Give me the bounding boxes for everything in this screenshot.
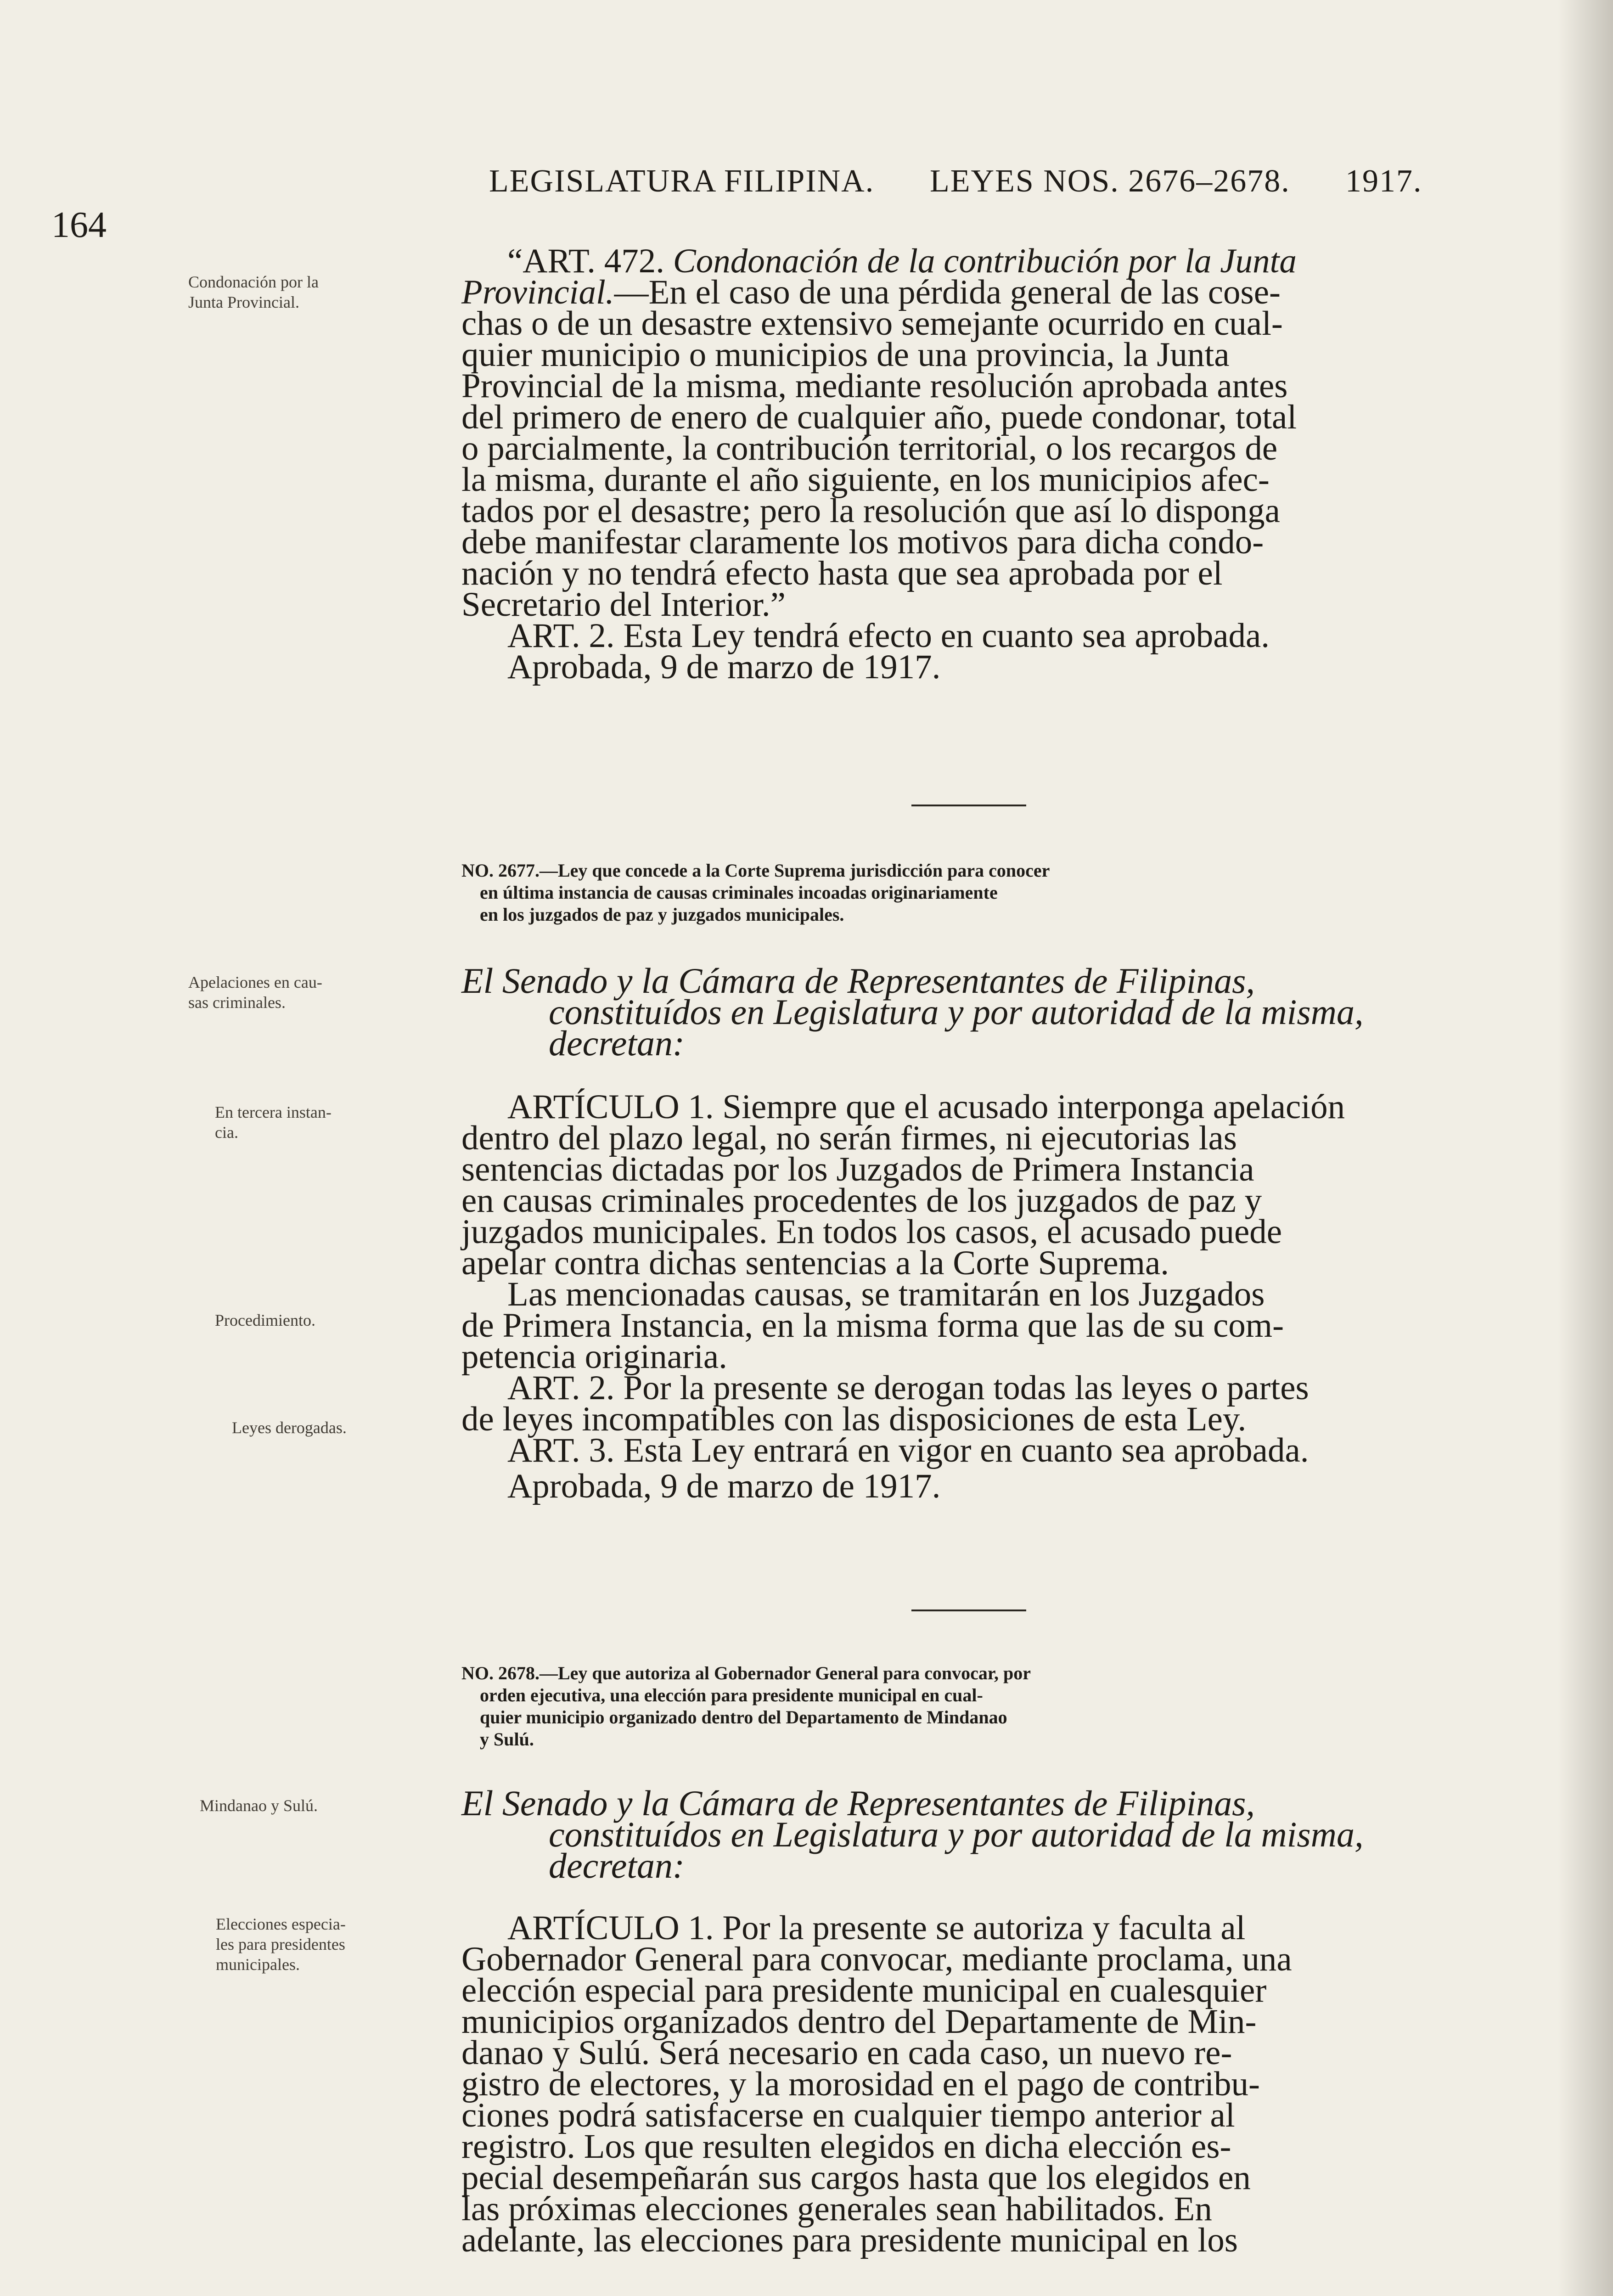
article-472-line: debe manifestar claramente los motivos para dicha condo- xyxy=(461,523,1264,561)
article-line: apelar contra dichas sentencias a la Corte Suprema. xyxy=(461,1244,1169,1282)
enacting-line: decretan: xyxy=(549,1846,685,1885)
margin-note-apelaciones xyxy=(188,972,427,1013)
article-472 xyxy=(461,242,1499,686)
article-472-line: la misma, durante el año siguiente, en los municipios afec- xyxy=(461,461,1270,499)
article-line: dentro del plazo legal, no serán firmes, ni ejecutorias las xyxy=(461,1119,1237,1157)
law-2677-enacting-clause xyxy=(461,961,1499,1063)
summary-line: en última instancia de causas criminales incoadas originariamente xyxy=(480,882,998,903)
enacting-line: constituídos en Legislatura y por autoridad de la misma, xyxy=(549,992,1364,1032)
margin-note-line: Junta Provincial. xyxy=(188,293,299,311)
margin-note-line: Mindanao y Sulú. xyxy=(200,1796,318,1815)
article-2-line: ART. 2. Esta Ley tendrá efecto en cuanto sea aprobada. xyxy=(507,617,1270,655)
margin-note-line: Condonación por la xyxy=(188,273,319,291)
law-2678-enacting-clause xyxy=(461,1783,1499,1885)
article-line: sentencias dictadas por los Juzgados de Primera Instancia xyxy=(461,1150,1254,1188)
article-472-line: del primero de enero de cualquier año, puede condonar, total xyxy=(461,398,1297,436)
article-line: Las mencionadas causas, se tramitarán en los Juzgados xyxy=(507,1275,1265,1313)
article-472-title-line: “ART. 472. Condonación de la contribución por la Junta xyxy=(507,242,1297,280)
article-line: de leyes incompatibles con las disposiciones de esta Ley. xyxy=(461,1400,1247,1438)
article-472-line: o parcialmente, la contribución territorial, o los recargos de xyxy=(461,429,1278,467)
margin-note-line: sas criminales. xyxy=(188,993,286,1012)
section-divider xyxy=(911,1609,1026,1611)
margin-note-line: les para presidentes xyxy=(216,1935,345,1953)
article-line: danao y Sulú. Será necesario en cada caso, un nuevo re- xyxy=(461,2034,1232,2072)
summary-line: orden ejecutiva, una elección para presidente municipal en cual- xyxy=(480,1685,983,1705)
margin-note-line: Elecciones especia- xyxy=(216,1915,346,1933)
law-2677-body xyxy=(461,1088,1499,1505)
page-number: 164 xyxy=(51,205,107,245)
article-line: Gobernador General para convocar, mediante proclama, una xyxy=(461,1940,1292,1978)
margin-note-leyes-derogadas xyxy=(232,1418,471,1438)
article-line: ciones podrá satisfacerse en cualquier tiempo anterior al xyxy=(461,2096,1235,2134)
summary-line: en los juzgados de paz y juzgados municipales. xyxy=(480,904,844,925)
running-header-laws: LEYES NOS. 2676–2678. xyxy=(930,163,1290,199)
article-line: en causas criminales procedentes de los juzgados de paz y xyxy=(461,1182,1262,1220)
article-472-line: chas o de un desastre extensivo semejante ocurrido en cual- xyxy=(461,304,1283,343)
article-1-line: ARTÍCULO 1. Siempre que el acusado interponga apelación xyxy=(507,1088,1345,1126)
article-472-line: quier municipio o municipios de una provincia, la Junta xyxy=(461,336,1230,374)
article-line: registro. Los que resulten elegidos en dicha elección es- xyxy=(461,2127,1231,2166)
margin-note-line: En tercera instan- xyxy=(215,1103,332,1121)
summary-line: NO. 2678.—Ley que autoriza al Gobernador General para convocar, por xyxy=(461,1663,1031,1683)
law-2678-summary xyxy=(461,1662,1499,1750)
summary-line: y Sulú. xyxy=(480,1729,534,1750)
article-line: adelante, las elecciones para presidente municipal en los xyxy=(461,2221,1238,2259)
summary-line: NO. 2677.—Ley que concede a la Corte Suprema jurisdicción para conocer xyxy=(461,860,1050,881)
margin-note-tercera-instancia xyxy=(215,1102,454,1142)
enacting-line: decretan: xyxy=(549,1023,685,1063)
article-line: de Primera Instancia, en la misma forma que las de su com- xyxy=(461,1306,1284,1345)
enacting-line: constituídos en Legislatura y por autoridad de la misma, xyxy=(549,1814,1364,1854)
margin-note-line: Apelaciones en cau- xyxy=(188,973,322,991)
enacting-line: El Senado y la Cámara de Representantes de Filipinas, xyxy=(461,1783,1255,1823)
article-472-line: Provincial de la misma, mediante resolución aprobada antes xyxy=(461,367,1288,405)
margin-note-procedimiento xyxy=(215,1310,454,1330)
running-header-title: LEGISLATURA FILIPINA. xyxy=(489,163,875,199)
article-line: pecial desempeñarán sus cargos hasta que los elegidos en xyxy=(461,2159,1251,2197)
article-472-line: Secretario del Interior.” xyxy=(461,585,786,624)
page-edge-shadow xyxy=(1558,0,1613,2296)
article-line: elección especial para presidente municipal en cualesquier xyxy=(461,1971,1267,2009)
article-line: las próximas elecciones generales sean habilitados. En xyxy=(461,2190,1212,2228)
law-2678-body xyxy=(461,1909,1499,2259)
article-472-line: tados por el desastre; pero la resolución que así lo disponga xyxy=(461,492,1280,530)
article-472-line: Provincial.—En el caso de una pérdida general de las cose- xyxy=(461,273,1281,311)
summary-line: quier municipio organizado dentro del Departamento de Mindanao xyxy=(480,1707,1007,1728)
margin-note-line: Leyes derogadas. xyxy=(232,1418,347,1437)
running-header-year: 1917. xyxy=(1345,163,1422,199)
approval-date: Aprobada, 9 de marzo de 1917. xyxy=(507,1467,941,1505)
enacting-line: El Senado y la Cámara de Representantes de Filipinas, xyxy=(461,961,1255,1001)
article-line: juzgados municipales. En todos los casos, el acusado puede xyxy=(461,1213,1282,1251)
article-line: gistro de electores, y la morosidad en el pago de contribu- xyxy=(461,2065,1260,2103)
article-3-line: ART. 3. Esta Ley entrará en vigor en cuanto sea aprobada. xyxy=(507,1431,1309,1469)
margin-note-mindanao xyxy=(200,1795,438,1816)
approval-date: Aprobada, 9 de marzo de 1917. xyxy=(507,648,941,686)
article-1-line: ARTÍCULO 1. Por la presente se autoriza y faculta al xyxy=(507,1909,1246,1947)
article-line: petencia originaria. xyxy=(461,1338,727,1376)
article-472-line: nación y no tendrá efecto hasta que sea aprobada por el xyxy=(461,554,1223,592)
law-2677-summary xyxy=(461,860,1499,926)
article-line: municipios organizados dentro del Departamente de Min- xyxy=(461,2003,1257,2041)
article-2-line: ART. 2. Por la presente se derogan todas las leyes o partes xyxy=(507,1369,1309,1407)
margin-note-elecciones xyxy=(216,1914,455,1975)
margin-note-line: cia. xyxy=(215,1123,238,1142)
margin-note-line: municipales. xyxy=(216,1955,300,1974)
margin-note-line: Procedimiento. xyxy=(215,1311,315,1329)
section-divider xyxy=(911,805,1026,806)
margin-note-condonacion xyxy=(188,272,427,312)
